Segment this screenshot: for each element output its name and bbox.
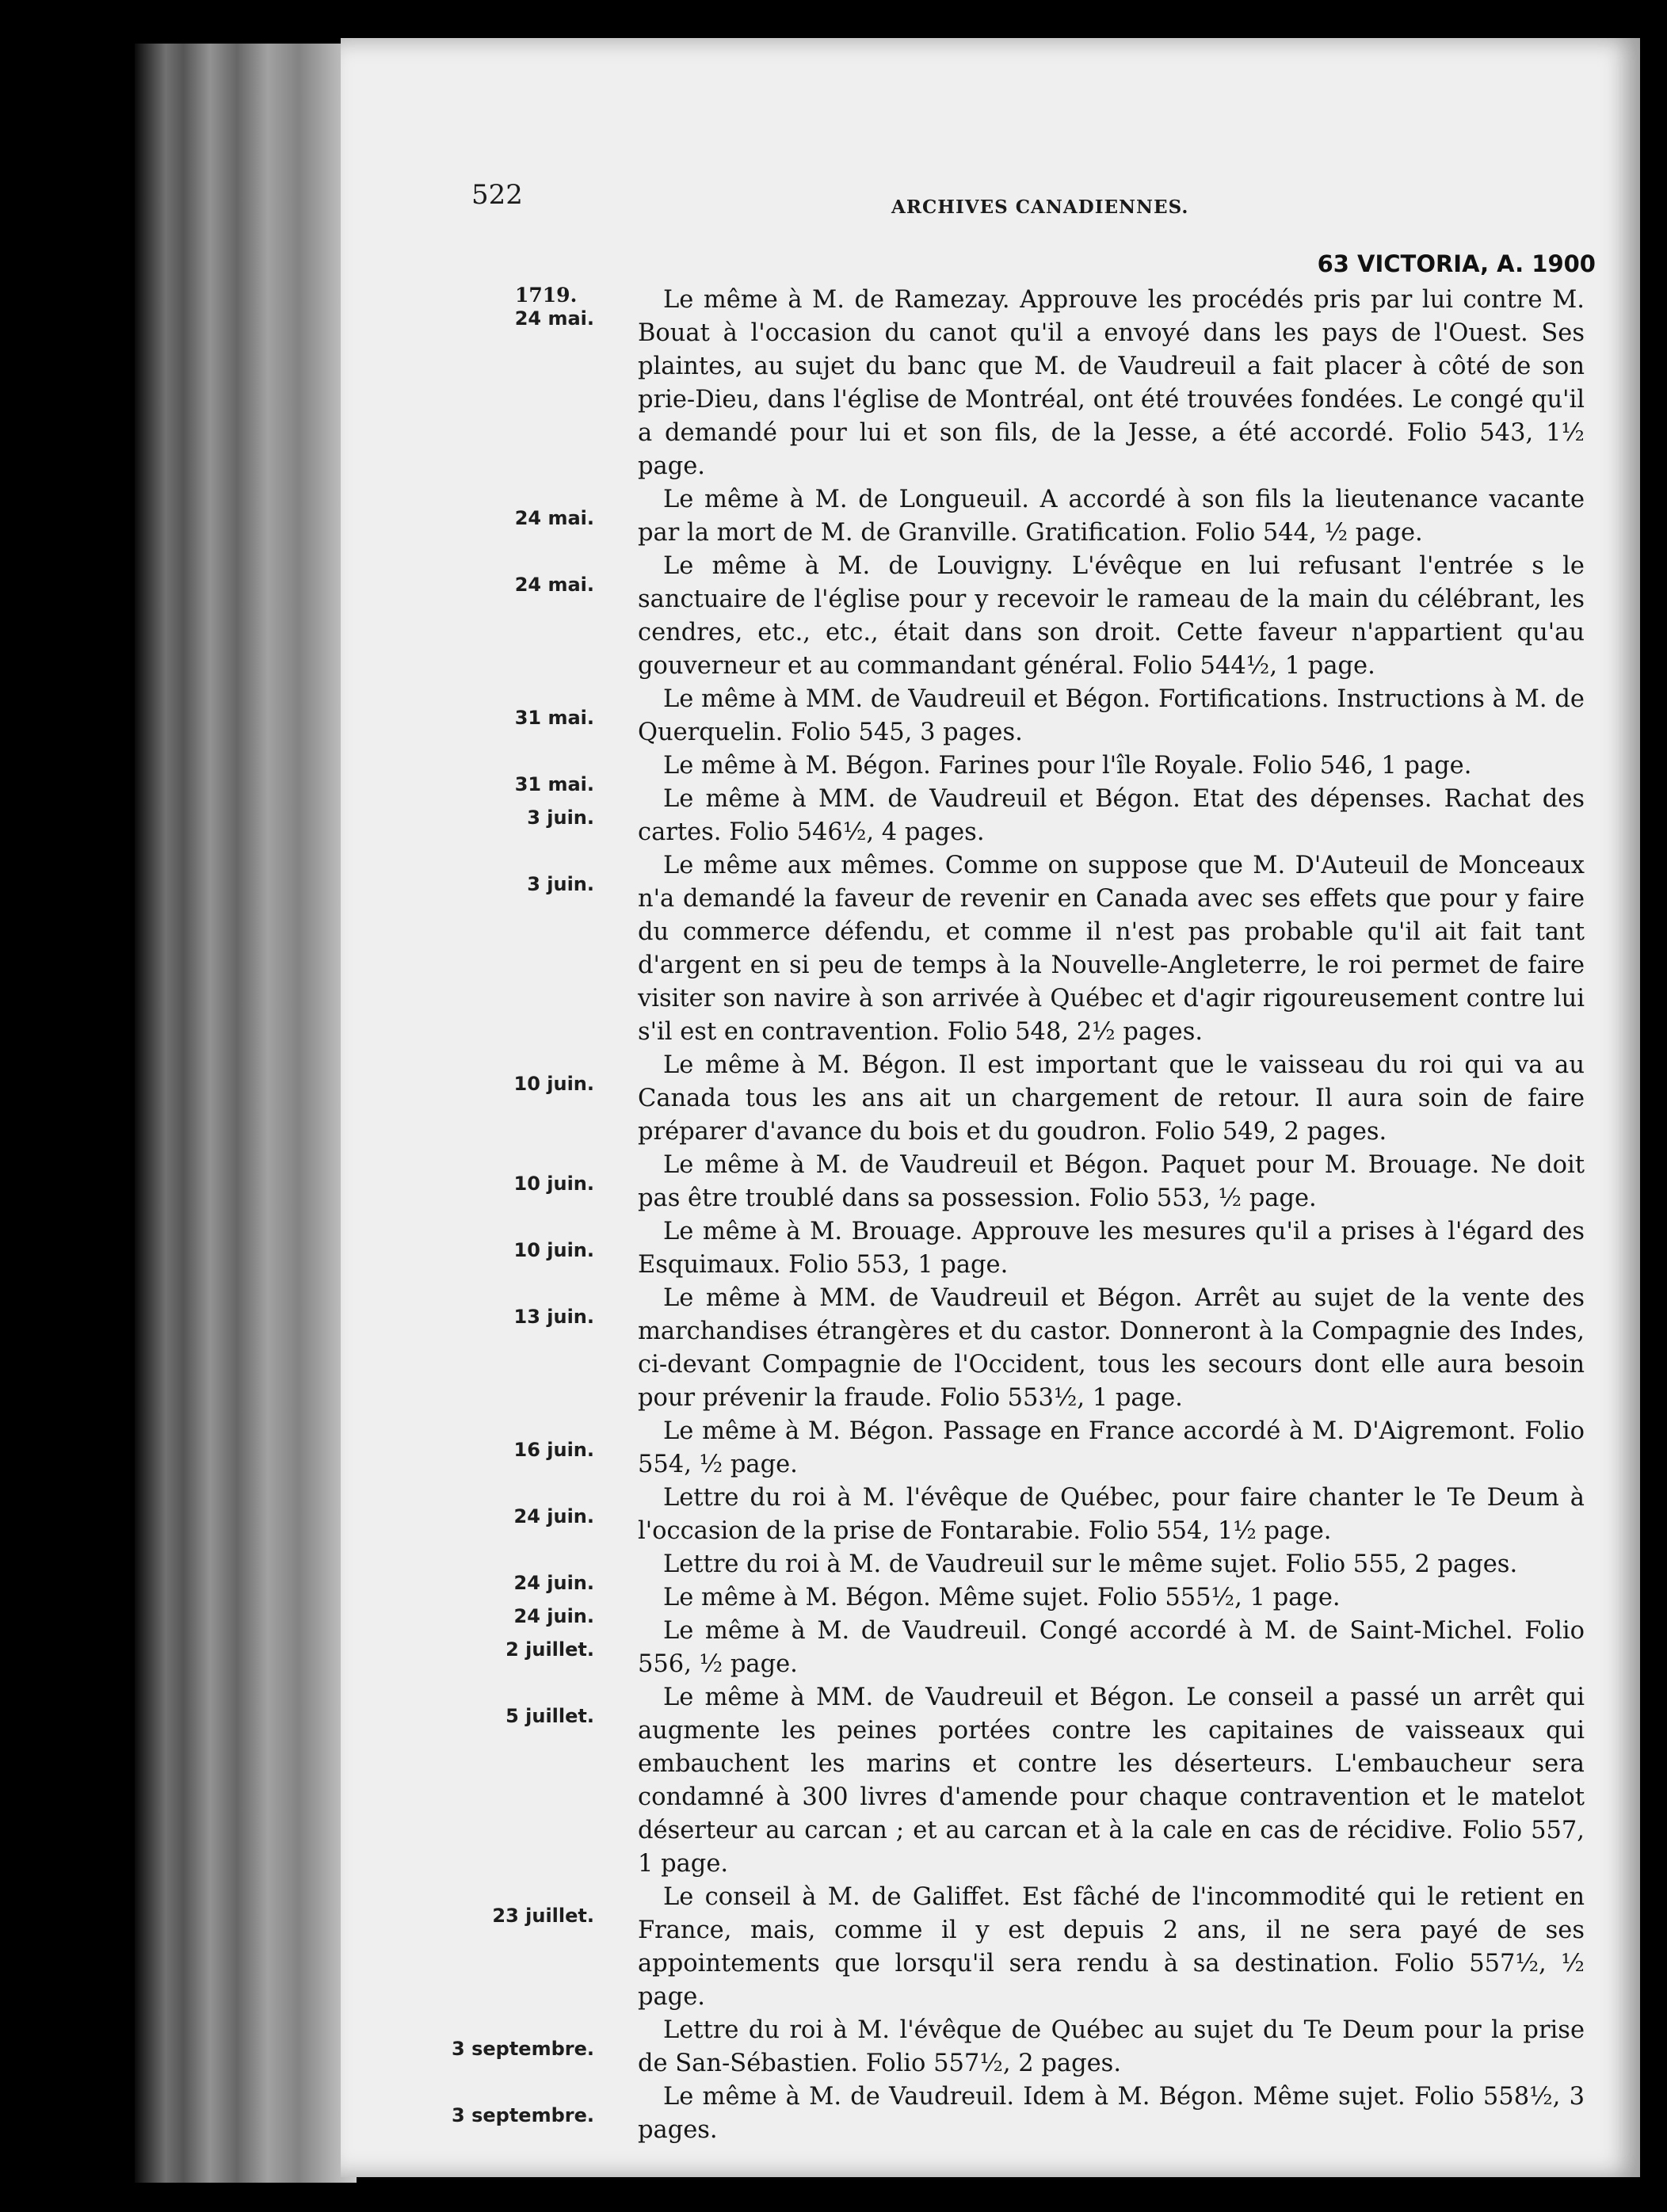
entry-text: Le même à MM. de Vaudreuil et Bégon. Fortifications. Instructions à M. de Querquelin. Folio 545, 3 pages. bbox=[638, 685, 1585, 746]
list-item bbox=[444, 683, 1593, 749]
entry-date: 24 mai. bbox=[514, 307, 594, 330]
running-head: ARCHIVES CANADIENNES. bbox=[891, 196, 1189, 218]
list-item bbox=[444, 1215, 1593, 1282]
entry-date: 16 juin. bbox=[513, 1439, 594, 1461]
entry-date: 3 juin. bbox=[527, 873, 594, 895]
entry-date: 24 mai. bbox=[514, 507, 594, 529]
entry-date: 10 juin. bbox=[513, 1073, 594, 1095]
entry-date: 31 mai. bbox=[514, 707, 594, 729]
entry-text: Lettre du roi à M. l'évêque de Québec, pour faire chanter le Te Deum à l'occasion de la prise de Fontarabie. Folio 554, 1½ page. bbox=[638, 1484, 1585, 1545]
entry-text: Le même aux mêmes. Comme on suppose que M. D'Auteuil de Monceaux n'a demandé la faveur de revenir en Canada avec ses effets que pour y faire du commerce défendu, et comme il n'est pas probable qu'il ait fait tant d'argent en si peu de temps à la Nouvelle-Angleterre, le roi permet de faire visiter son navire à son arrivée à Québec et d'agir rigoureusement contre lui s'il est en contravention. Folio 548, 2½ pages. bbox=[638, 852, 1585, 1046]
list-item bbox=[444, 2080, 1593, 2147]
entry-text: Le même à M. de Longueuil. A accordé à son fils la lieutenance vacante par la mort de M. de Granville. Gratification. Folio 544, ½ page. bbox=[638, 486, 1585, 547]
entry-text: Le même à M. de Ramezay. Approuve les procédés pris par lui contre M. Bouat à l'occasion du canot qu'il a envoyé dans les pays de l'Ouest. Ses plaintes, au sujet du banc que M. de Vaudreuil a fait placer à côté de son prie-Dieu, dans l'église de Montréal, ont été trouvées fondées. Le congé qu'il a demandé pour lui et son fils, de la Jesse, a été accordé. Folio 543, 1½ page. bbox=[638, 286, 1585, 480]
list-item bbox=[444, 1482, 1593, 1548]
entry-text: Le même à M. de Vaudreuil. Congé accordé à M. de Saint-Michel. Folio 556, ½ page. bbox=[638, 1617, 1585, 1678]
entry-text: Le même à M. de Louvigny. L'évêque en lui refusant l'entrée s le sanctuaire de l'église pour y recevoir le rameau de la main du célébrant, les cendres, etc., etc., était dans son droit. Cette faveur n'appartient qu'au gouverneur et au commandant général. Folio 544½, 1 page. bbox=[638, 552, 1585, 680]
list-item bbox=[444, 749, 1593, 795]
entry-text: Le même à M. Bégon. Farines pour l'île Royale. Folio 546, 1 page. bbox=[663, 752, 1472, 780]
list-item bbox=[444, 1415, 1593, 1482]
entries-list bbox=[444, 284, 1593, 2147]
entry-date: 24 juin. bbox=[513, 1505, 594, 1527]
list-item bbox=[444, 483, 1593, 550]
entry-date: 24 juin. bbox=[513, 1572, 594, 1594]
list-item bbox=[444, 2014, 1593, 2080]
entry-date: 31 mai. bbox=[514, 773, 594, 795]
entry-text: Le même à MM. de Vaudreuil et Bégon. Le conseil a passé un arrêt qui augmente les peines portées contre les capitaines de vaisseaux qui embauchent les marins et contre les déserteurs. L'embaucheur sera condamné à 300 livres d'amende pour chaque contravention et le matelot déserteur au carcan ; et au carcan et à la cale en cas de récidive. Folio 557, 1 page. bbox=[638, 1684, 1585, 1878]
entry-date: 3 juin. bbox=[527, 807, 594, 829]
entry-date: 5 juillet. bbox=[505, 1705, 594, 1727]
list-item bbox=[444, 1548, 1593, 1594]
list-item bbox=[444, 1581, 1593, 1627]
list-item bbox=[444, 1881, 1593, 2014]
entry-text: Le même à M. de Vaudreuil. Idem à M. Bégon. Même sujet. Folio 558½, 3 pages. bbox=[638, 2083, 1585, 2144]
entry-date: 2 juillet. bbox=[505, 1638, 594, 1661]
entry-text: Le conseil à M. de Galiffet. Est fâché de l'incommodité qui le retient en France, mais, comme il y est depuis 2 ans, il ne sera payé de ses appointements que lorsqu'il sera rendu à sa destination. Folio 557½, ½ page. bbox=[638, 1883, 1585, 2011]
list-item bbox=[444, 783, 1593, 849]
entry-text: Le même à M. Bégon. Même sujet. Folio 555½, 1 page. bbox=[663, 1584, 1341, 1611]
entry-date: 13 juin. bbox=[513, 1306, 594, 1328]
entry-text: Le même à M. Bégon. Il est important que le vaisseau du roi qui va au Canada tous les ans ait un chargement de retour. Il aura soin de faire préparer d'avance du bois et du goudron. Folio 549, 2 pages. bbox=[638, 1051, 1585, 1146]
entry-text: Lettre du roi à M. l'évêque de Québec au sujet du Te Deum pour la prise de San-Sébastien. Folio 557½, 2 pages. bbox=[638, 2016, 1585, 2077]
entry-date: 24 mai. bbox=[514, 574, 594, 596]
list-item bbox=[444, 849, 1593, 1049]
entry-text: Le même à M. de Vaudreuil et Bégon. Paquet pour M. Brouage. Ne doit pas être troublé dans sa possession. Folio 553, ½ page. bbox=[638, 1151, 1585, 1212]
list-item bbox=[444, 1681, 1593, 1881]
list-item bbox=[444, 1282, 1593, 1415]
entry-date: 3 septembre. bbox=[452, 2038, 594, 2060]
entry-date: 3 septembre. bbox=[452, 2104, 594, 2126]
session-label: 63 VICTORIA, A. 1900 bbox=[1317, 250, 1596, 277]
entry-text: Lettre du roi à M. de Vaudreuil sur le même sujet. Folio 555, 2 pages. bbox=[663, 1550, 1518, 1578]
list-item bbox=[444, 1615, 1593, 1681]
entry-text: Le même à M. Brouage. Approuve les mesures qu'il a prises à l'égard des Esquimaux. Folio 553, 1 page. bbox=[638, 1218, 1585, 1279]
entry-text: Le même à MM. de Vaudreuil et Bégon. Arrêt au sujet de la vente des marchandises étrangères et du castor. Donneront à la Compagnie des Indes, ci-devant Compagnie de l'Occident, tous les secours dont elle aura besoin pour prévenir la fraude. Folio 553½, 1 page. bbox=[638, 1284, 1585, 1412]
page-number: 522 bbox=[471, 179, 523, 211]
list-item bbox=[444, 1049, 1593, 1149]
entry-text: Le même à MM. de Vaudreuil et Bégon. Etat des dépenses. Rachat des cartes. Folio 546½, 4 pages. bbox=[638, 785, 1585, 846]
entry-text: Le même à M. Bégon. Passage en France accordé à M. D'Aigremont. Folio 554, ½ page. bbox=[638, 1417, 1585, 1478]
entry-date: 10 juin. bbox=[513, 1173, 594, 1195]
book-page-edges bbox=[135, 44, 357, 2183]
entry-date: 24 juin. bbox=[513, 1605, 594, 1627]
entry-date: 10 juin. bbox=[513, 1239, 594, 1261]
entry-date: 23 juillet. bbox=[492, 1905, 594, 1927]
year-label: 1719. bbox=[515, 284, 578, 307]
list-item bbox=[444, 550, 1593, 683]
list-item bbox=[444, 284, 1593, 483]
list-item bbox=[444, 1149, 1593, 1215]
